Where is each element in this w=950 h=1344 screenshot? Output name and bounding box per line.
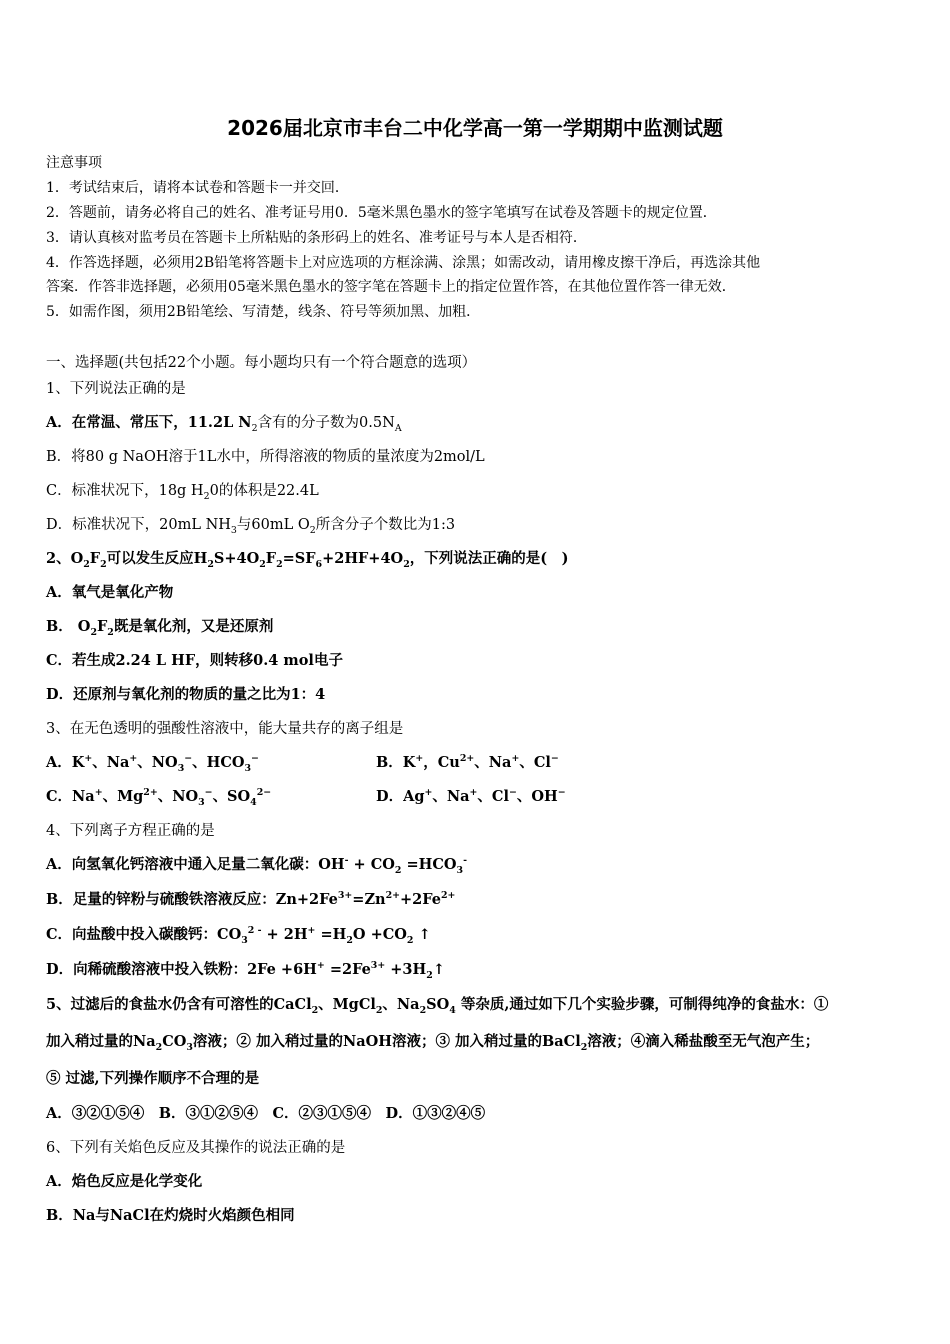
question-5-stem-line-3: ⑤ 过滤,下列操作顺序不合理的是 <box>46 1070 260 1087</box>
question-3-option-a: A．K+、Na+、$NO_3^-$、$HCO_3^-$ <box>46 753 259 774</box>
question-1-stem: 1、下列说法正确的是 <box>46 381 186 397</box>
question-4-option-a: A．向氢氧化钙溶液中通入足量二氧化碳：$OH^- + CO_2 =HCO_3^-$ <box>46 855 467 876</box>
question-6-option-b: B．Na与NaCl在灼烧时火焰颜色相同 <box>46 1207 295 1224</box>
question-2-option-b: B． $O_2F_2$既是氧化剂，又是还原剂 <box>46 618 274 638</box>
question-1-option-b: B．将80 g NaOH溶于1L水中，所得溶液的物质的量浓度为2mol/L <box>46 449 485 465</box>
question-3-option-c: C．Na+、$Mg^{2+}$、$NO_3^-$、$SO_4^{2-}$ <box>46 787 272 808</box>
notice-item: 5．如需作图，须用2B铅笔绘、写清楚，线条、符号等须加黑、加粗． <box>46 304 481 320</box>
question-4-option-c: C．向盐酸中投入碳酸钙：$CO_3^{2 -} + 2H^+ =H_2O +CO_2$ ↑ <box>46 925 431 946</box>
question-1-option-d: D．标准状况下，20mL $NH_3$与60mL $O_2$所含分子个数比为1:3 <box>46 517 456 536</box>
question-5-stem-line-1: 5、过滤后的食盐水仍含有可溶性的CaCl$_2$、MgCl$_2$、$Na_2SO_4$ 等杂质,通过如下几个实验步骤，可制得纯净的食盐水：① <box>46 996 829 1016</box>
notice-item: 4．作答选择题，必须用2B铅笔将答题卡上对应选项的方框涂满、涂黑；如需改动，请用橡皮擦干净后，再选涂其他 <box>46 255 761 271</box>
question-1-option-a: A．在常温、常压下，11.2L $N_2$含有的分子数为$0.5N_A$ <box>46 414 402 434</box>
question-4-option-d: D．向稀硫酸溶液中投入铁粉：$2Fe +6H^+ =2Fe^{3+}$ $+3H_2↑$ <box>46 960 445 981</box>
question-4-option-b: B．足量的锌粉与硫酸铁溶液反应：$Zn+2Fe^{3+}=Zn^{2+}+2Fe^{2+}$ <box>46 890 456 908</box>
question-5-stem-line-2: 加入稍过量的$Na_2CO_3$溶液；② 加入稍过量的NaOH溶液；③ 加入稍过量的BaCl$_2$溶液；④滴入稀盐酸至无气泡产生； <box>46 1033 820 1053</box>
notice-item: 2．答题前，请务必将自己的姓名、准考证号用0．5毫米黑色墨水的签字笔填写在试卷及答题卡的规定位置． <box>46 205 717 221</box>
question-6-stem: 6、下列有关焰色反应及其操作的说法正确的是 <box>46 1140 346 1156</box>
question-3-option-b: B．K+，$Cu^{2+}$、Na+、Cl− <box>376 753 559 771</box>
question-1-option-c: C．标准状况下，18g $H_20$的体积是22.4L <box>46 483 319 502</box>
question-2-option-a: A．氧气是氧化产物 <box>46 584 174 601</box>
section-heading: 一、选择题(共包括22个小题。每小题均只有一个符合题意的选项） <box>46 355 477 371</box>
question-4-stem: 4、下列离子方程正确的是 <box>46 823 215 839</box>
question-5-options: A．③②①⑤④ B．③①②⑤④ C．②③①⑤④ D．①③②④⑤ <box>46 1105 486 1122</box>
question-6-option-a: A．焰色反应是化学变化 <box>46 1173 203 1190</box>
notice-item: 1．考试结束后，请将本试卷和答题卡一并交回． <box>46 180 349 196</box>
page-title: 2026届北京市丰台二中化学高一第一学期期中监测试题 <box>227 116 723 140</box>
notice-heading: 注意事项 <box>46 155 102 171</box>
question-2-stem: 2、$O_2F_2$可以发生反应$H_2S+4O_2F_2=SF_6+2HF+4O_2$，下列说法正确的是( ) <box>46 550 569 570</box>
question-3-stem: 3、在无色透明的强酸性溶液中，能大量共存的离子组是 <box>46 721 404 737</box>
notice-item: 3．请认真核对监考员在答题卡上所粘贴的条形码上的姓名、准考证号与本人是否相符． <box>46 230 587 246</box>
question-2-option-c: C．若生成2.24 L HF，则转移0.4 mol电子 <box>46 652 343 669</box>
notice-item: 答案．作答非选择题，必须用05毫米黑色墨水的签字笔在答题卡上的指定位置作答，在其他位置作答一律无效． <box>46 279 736 295</box>
question-2-option-d: D．还原剂与氧化剂的物质的量之比为1：4 <box>46 686 326 703</box>
question-3-option-d: D．Ag+、Na+、Cl−、OH− <box>376 787 566 805</box>
